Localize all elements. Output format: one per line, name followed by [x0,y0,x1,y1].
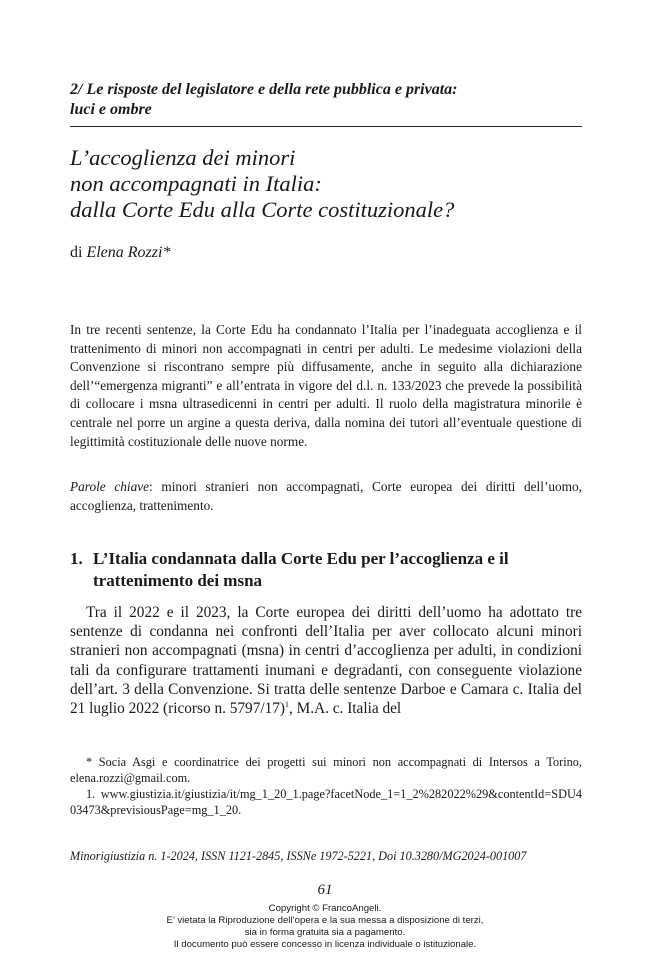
body-paragraph [70,603,582,718]
footnote-author: * Socia Asgi e coordinatrice dei progetti sui minori non accompagnati di Intersos a Torino, elena.rozzi@gmail.com. [70,755,582,785]
byline [70,244,170,262]
copyright-notice [0,903,650,951]
section-1-title-line-1: L’Italia condannata dalla Corte Edu per l’accoglienza e il [93,549,509,568]
article-title-line-2: non accompagnati in Italia: [70,171,322,196]
abstract: In tre recenti sentenze, la Corte Edu ha condannato l’Italia per l’inadeguata accoglienza e il trattenimento di minori non accompagnati in centri per adulti. Le medesime violazioni della Convenzione si riscontrano sempre più diffusamente, anche in seguito alla dichiarazione dell’“emergenza migranti” e all’entrata in vigore del d.l. n. 133/2023 che prevede la possibilità di collocare i msna ultrasedicenni in centri per adulti. Il ruolo della magistratura minorile è centrale nel porre un argine a questa deriva, dalla nomina dei tutori all’eventuale questione di legittimità costituzionale delle nuove norme. [70,322,582,449]
byline-prefix: di [70,244,83,261]
copyright-line-2: E’ vietata la Riproduzione dell’opera e la sua messa a disposizione di terzi, [166,915,484,926]
article-title [70,145,590,223]
article-title-line-1: L’accoglienza dei minori [70,145,296,170]
section-header-line-2: luci e ombre [70,101,152,118]
copyright-line-3: sia in forma gratuita sia a pagamento. [244,927,406,938]
section-1-number: 1. [70,549,83,568]
section-1-heading [70,548,590,592]
keywords [70,478,582,515]
journal-citation: Minorigiustizia n. 1-2024, ISSN 1121-2845, ISSNe 1972-5221, Doi 10.3280/MG2024-001007 [70,849,527,863]
body-text-main: Tra il 2022 e il 2023, la Corte europea dei diritti dell’uomo ha adottato tre sentenze di condanna nei confronti dell’Italia per aver collocato alcuni minori stranieri non accompagnati (msna) in centri d’accoglienza per adulti, in condizioni tali da configurare trattamenti inumani e degradanti, con conseguente violazione dell’art. 3 della Convenzione. Si tratta delle sentenze Darboe e Camara c. Italia del 21 luglio 2022 (ricorso n. 5797/17) [70,604,582,718]
footnotes [70,754,582,818]
footnote-1: 1. www.giustizia.it/giustizia/it/mg_1_20_1.page?facetNode_1=1_2%282022%29&contentId=SDU403473&previsiousPage=mg_1_20. [70,787,582,817]
header-divider [70,126,582,127]
body-text-continuation: , M.A. c. Italia del [289,700,402,718]
copyright-line-4: Il documento può essere concesso in licenza individuale o istituzionale. [173,939,477,950]
footnote-reference-1[interactable]: 1 [285,699,289,709]
page-number: 61 [317,882,333,898]
keywords-text: : minori stranieri non accompagnati, Corte europea dei diritti dell’uomo, accoglienza, trattenimento. [70,479,582,513]
section-1-title-line-2: trattenimento dei msna [93,571,263,590]
article-title-line-3: dalla Corte Edu alla Corte costituzionale? [70,197,455,222]
keywords-label: Parole chiave [70,479,150,494]
author-name: Elena Rozzi* [86,244,171,261]
section-header [70,80,582,120]
section-header-line-1: 2/ Le risposte del legislatore e della rete pubblica e privata: [70,81,458,98]
copyright-line-1: Copyright © FrancoAngeli. [268,903,382,914]
